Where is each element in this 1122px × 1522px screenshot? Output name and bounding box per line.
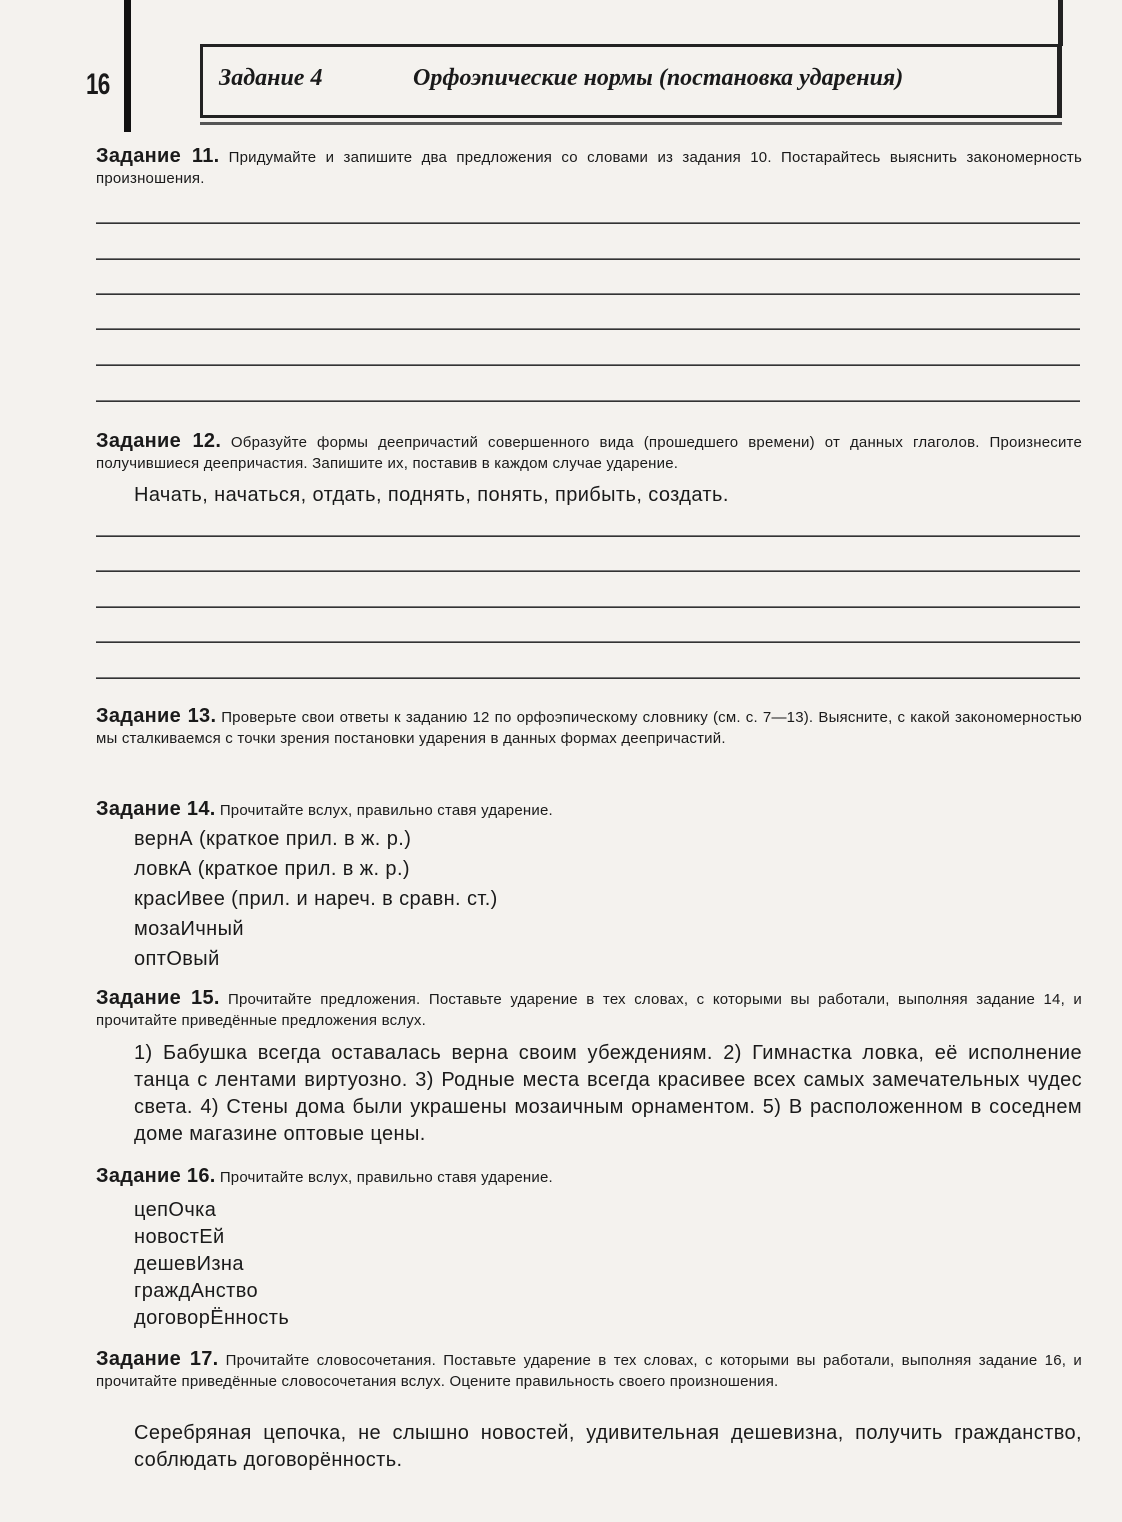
list-item: договорЁнность: [134, 1307, 290, 1329]
answer-line[interactable]: [96, 222, 1080, 224]
task-number: Задание 15.: [96, 987, 220, 1009]
word-list-16: [134, 1197, 289, 1332]
task-number: Задание 11.: [96, 145, 220, 167]
answer-line[interactable]: [96, 400, 1080, 402]
task-instruction: Прочитайте вслух, правильно ставя ударение.: [219, 802, 553, 819]
answer-line[interactable]: [96, 258, 1080, 260]
task-15: [96, 988, 1082, 1031]
verb-list: Начать, начаться, отдать, поднять, понять, прибыть, создать.: [134, 484, 729, 506]
task-instruction: Придумайте и запишите два предложения со словами из задания 10. Постарайтесь выяснить закономерность произношения.: [96, 149, 1082, 187]
list-item: оптОвый: [134, 948, 220, 970]
task-16: [96, 1166, 1082, 1188]
answer-line[interactable]: [96, 364, 1080, 366]
task-14: [96, 799, 1082, 821]
word-list-14: [134, 824, 498, 974]
answer-line[interactable]: [96, 606, 1080, 608]
frame-edge: [1058, 0, 1063, 46]
page-number: 16: [86, 68, 110, 101]
task-number: Задание 17.: [96, 1348, 219, 1370]
answer-line[interactable]: [96, 293, 1080, 295]
sentences-15: 1) Бабушка всегда оставалась верна своим убеждениям. 2) Гимнастка ловка, её исполнение танца с лентами виртуозно. 3) Родные места всегда красивее всех самых замечательных чудес света. 4) Стены дома были украшены мозаичным орнаментом. 5) В расположенном в соседнем доме магазине оптовые цены.: [134, 1042, 1082, 1145]
answer-line[interactable]: [96, 641, 1080, 643]
list-item: новостЕй: [134, 1226, 225, 1248]
answer-line[interactable]: [96, 328, 1080, 330]
answer-line[interactable]: [96, 535, 1080, 537]
task-instruction: Образуйте формы деепричастий совершенного вида (прошедшего времени) от данных глаголов. Произнесите получившиеся деепричастия. Запишите их, поставив в каждом случае ударение.: [96, 434, 1082, 472]
list-item: цепОчка: [134, 1199, 217, 1221]
task-number: Задание 13.: [96, 705, 217, 727]
list-item: мозаИчный: [134, 918, 244, 940]
list-item: вернА (краткое прил. в ж. р.): [134, 828, 412, 850]
section-topic: Орфоэпические нормы (постановка ударения): [413, 65, 904, 91]
task-instruction: Прочитайте предложения. Поставьте ударение в тех словах, с которыми вы работали, выполняя задание 14, и прочитайте приведённые предложения вслух.: [96, 991, 1082, 1029]
task-number: Задание 14.: [96, 798, 216, 820]
list-item: дешевИзна: [134, 1253, 244, 1275]
task-12: [96, 431, 1082, 474]
task-17: [96, 1349, 1082, 1392]
answer-line[interactable]: [96, 570, 1080, 572]
margin-bar: [124, 0, 131, 132]
task-instruction: Прочитайте словосочетания. Поставьте ударение в тех словах, с которыми вы работали, выполняя задание 16, и прочитайте приведённые словосочетания вслух. Оцените правильность своего произношения.: [96, 1352, 1082, 1390]
task-13: [96, 706, 1082, 749]
task-number: Задание 12.: [96, 430, 222, 452]
task-number: Задание 16.: [96, 1165, 216, 1187]
task-instruction: Прочитайте вслух, правильно ставя ударение.: [219, 1169, 553, 1186]
list-item: красИвее (прил. и нареч. в сравн. ст.): [134, 888, 498, 910]
section-task-label: Задание 4: [219, 65, 323, 91]
list-item: ловкА (краткое прил. в ж. р.): [134, 858, 410, 880]
list-item: граждАнство: [134, 1280, 259, 1302]
answer-line[interactable]: [96, 677, 1080, 679]
section-header: [200, 44, 1062, 118]
task-11: [96, 146, 1082, 189]
phrases-17: Серебряная цепочка, не слышно новостей, удивительная дешевизна, получить гражданство, соблюдать договорённость.: [134, 1422, 1082, 1471]
task-instruction: Проверьте свои ответы к заданию 12 по орфоэпическому словнику (см. с. 7—13). Выясните, с какой закономерностью мы сталкиваемся с точки зрения постановки ударения в данных формах деепричастий.: [96, 709, 1082, 747]
header-underline: [200, 122, 1062, 125]
